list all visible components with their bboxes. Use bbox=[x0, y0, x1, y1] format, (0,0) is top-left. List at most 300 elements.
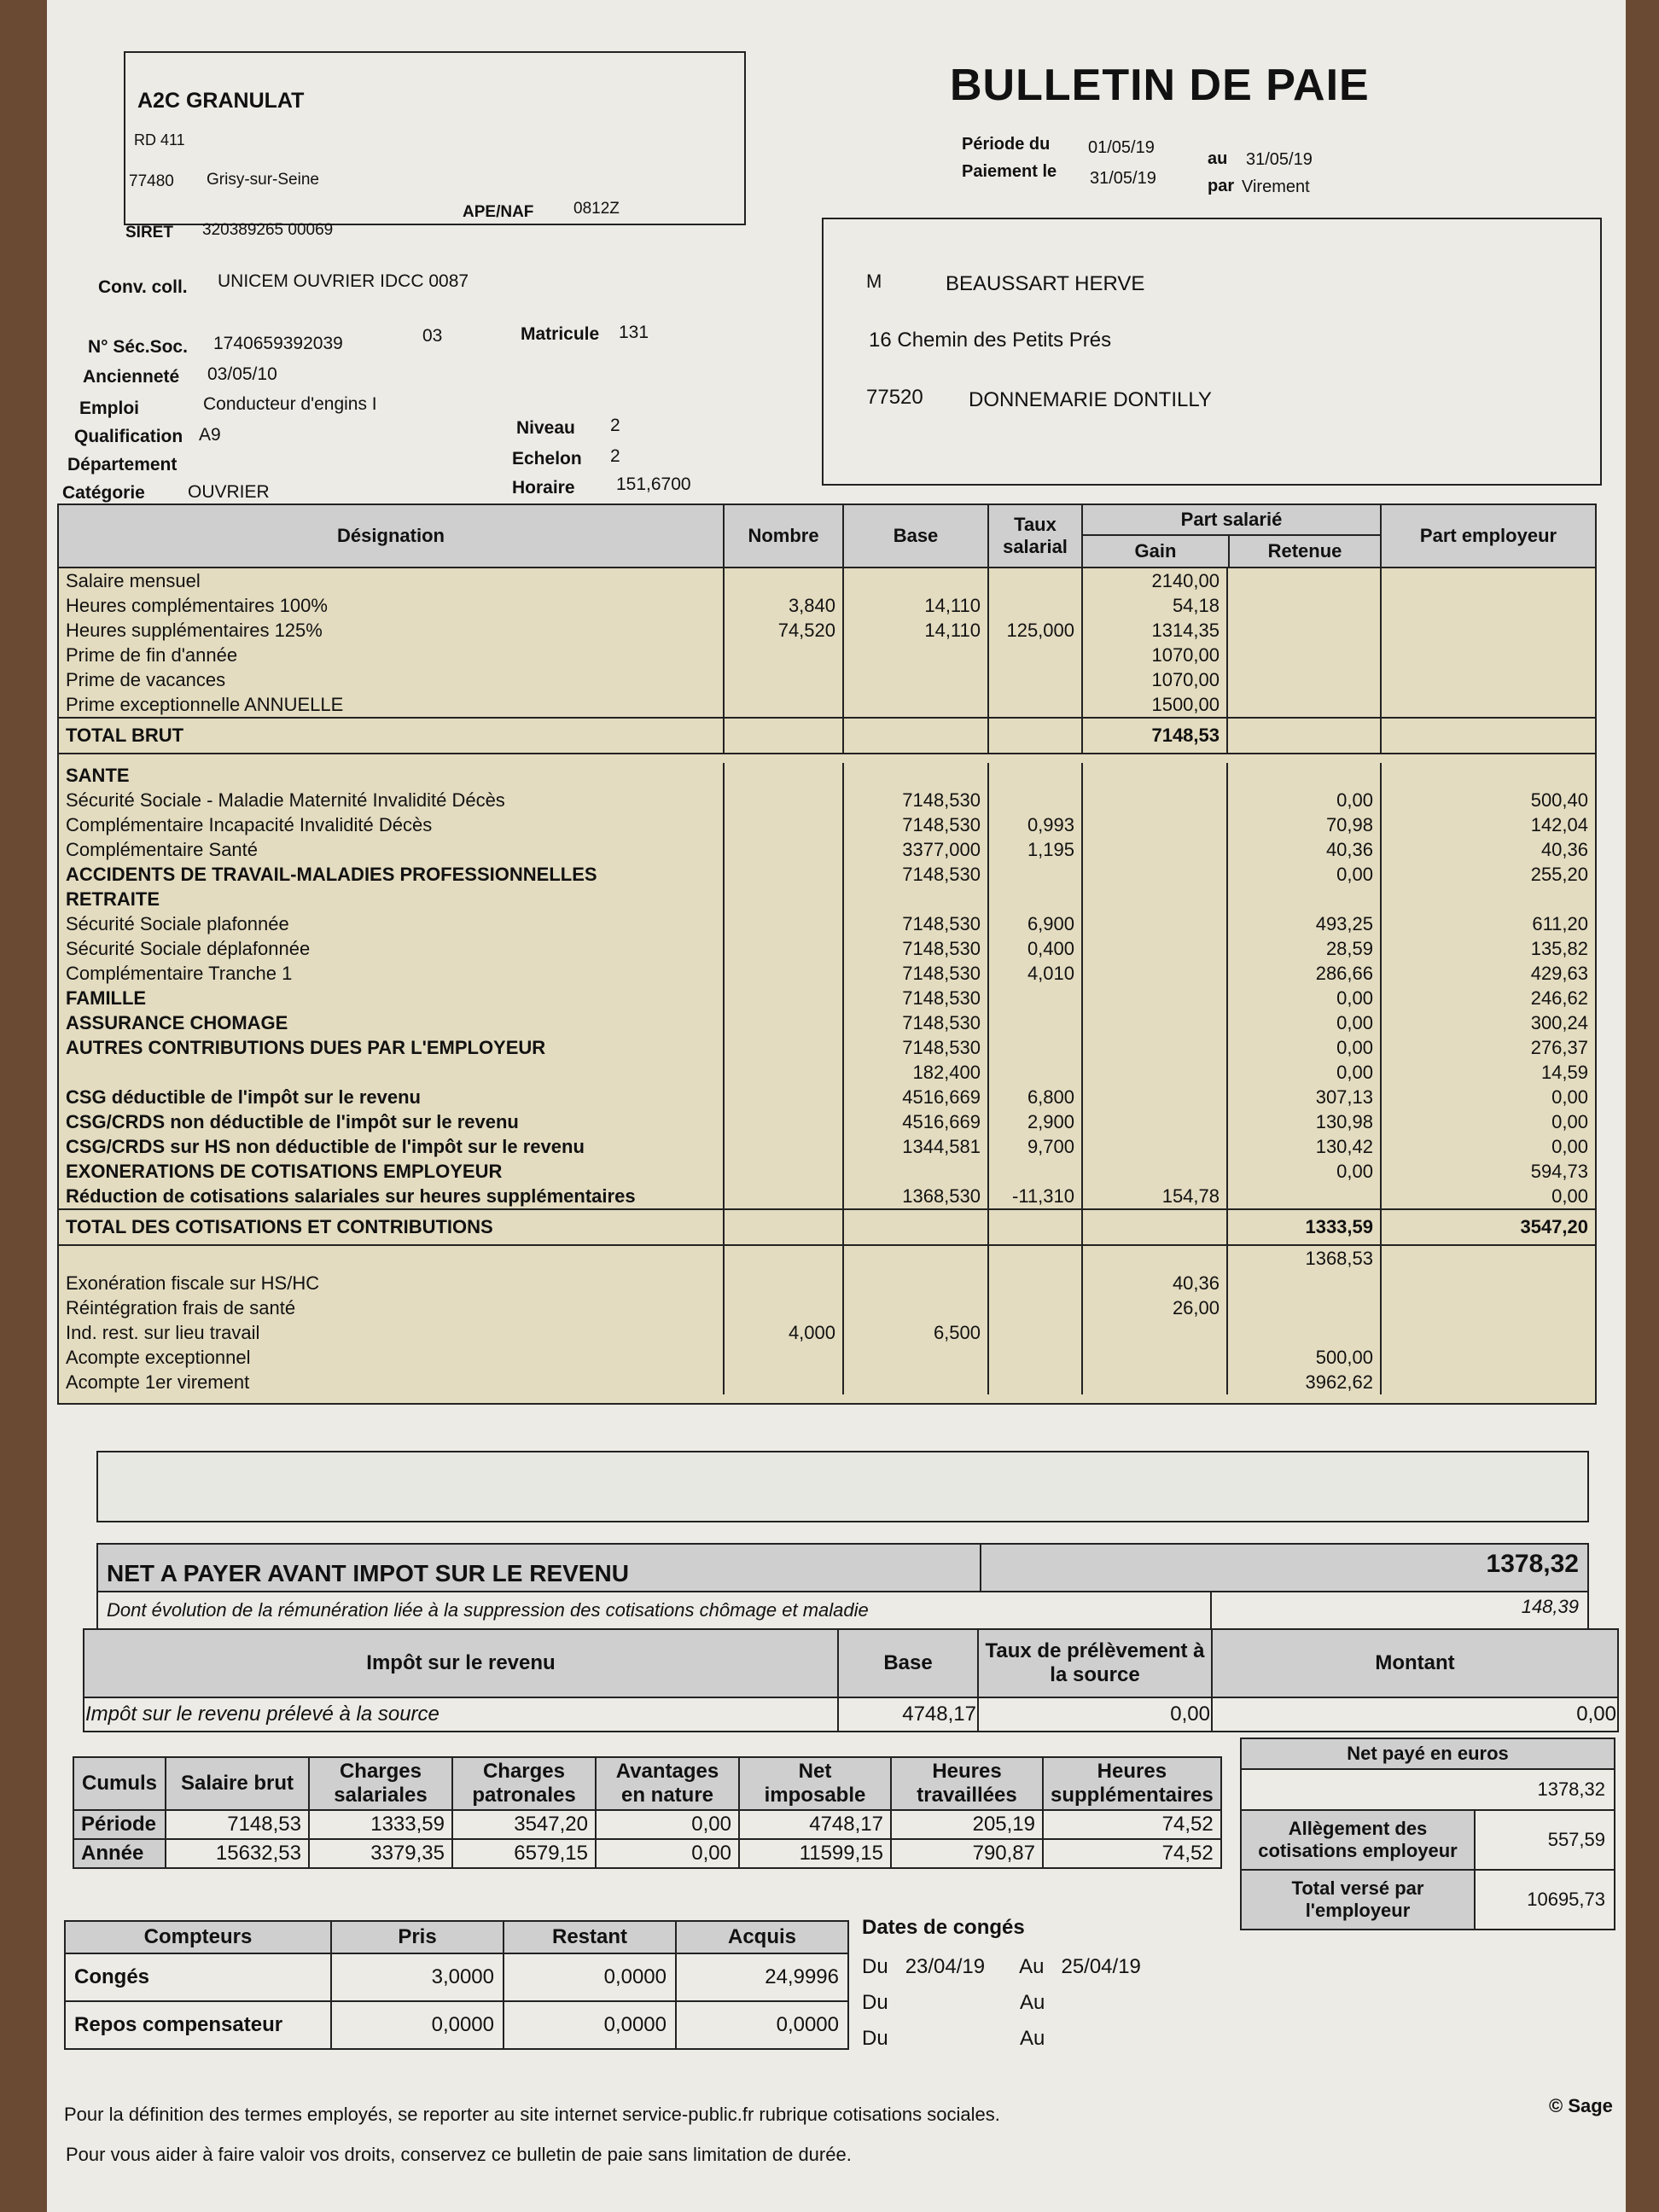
payslip-table bbox=[57, 504, 1597, 1405]
row-retenue: 40,36 bbox=[1228, 837, 1382, 862]
row-nombre bbox=[725, 788, 844, 812]
periode-from: 01/05/19 bbox=[1088, 138, 1155, 157]
row-gain bbox=[1083, 1085, 1228, 1109]
row-base bbox=[844, 643, 989, 667]
row-employeur: 255,20 bbox=[1530, 864, 1588, 885]
row-base bbox=[844, 1370, 989, 1394]
total-brut-value: 7148,53 bbox=[1083, 719, 1228, 753]
cotisation-row bbox=[59, 862, 1595, 887]
par-value: Virement bbox=[1242, 178, 1310, 196]
net-evolution-value: 148,39 bbox=[1521, 1596, 1579, 1617]
row-retenue: 0,00 bbox=[1228, 986, 1382, 1010]
row-taux bbox=[989, 763, 1083, 788]
row-base: 7148,530 bbox=[844, 961, 989, 986]
row-retenue bbox=[1228, 1320, 1382, 1345]
row-retenue bbox=[1228, 1295, 1382, 1320]
cotisation-row bbox=[59, 936, 1595, 961]
recipient-postal: 77520 bbox=[866, 386, 923, 409]
row-retenue: 0,00 bbox=[1228, 1060, 1382, 1085]
cotisation-row bbox=[59, 961, 1595, 986]
row-gain bbox=[1083, 1060, 1228, 1085]
cumuls-header bbox=[73, 1757, 1221, 1810]
row-gain: 1070,00 bbox=[1083, 643, 1228, 667]
conges-dates bbox=[862, 1916, 1141, 2051]
row-label: Ind. rest. sur lieu travail bbox=[59, 1320, 725, 1345]
anciennete-value: 03/05/10 bbox=[207, 364, 277, 384]
row-employeur: 14,59 bbox=[1540, 1062, 1588, 1083]
total-cotisations-employeur: 3547,20 bbox=[1520, 1216, 1588, 1237]
row-taux bbox=[989, 1159, 1083, 1184]
row-nombre bbox=[725, 911, 844, 936]
compteurs-col-header: Acquis bbox=[676, 1921, 848, 1953]
row-base: 14,110 bbox=[844, 593, 989, 618]
compteurs-cell: 3,0000 bbox=[331, 1953, 504, 2001]
recipient-civ: M bbox=[866, 271, 882, 292]
row-label: CSG/CRDS sur HS non déductible de l'impôt sur le revenu bbox=[59, 1134, 725, 1159]
compteurs-col-header: Pris bbox=[331, 1921, 504, 1953]
row-taux bbox=[989, 1320, 1083, 1345]
cumuls-cell: 4748,17 bbox=[739, 1810, 891, 1839]
cumuls-row bbox=[73, 1839, 1221, 1868]
cotisation-row bbox=[59, 1085, 1595, 1109]
row-nombre bbox=[725, 763, 844, 788]
header-retenue: Retenue bbox=[1267, 540, 1342, 562]
ape-value: 0812Z bbox=[573, 200, 620, 218]
row-label: CSG déductible de l'impôt sur le revenu bbox=[59, 1085, 725, 1109]
employer-name: A2C GRANULAT bbox=[137, 89, 305, 113]
cumuls-col-header: Heures travaillées bbox=[891, 1757, 1043, 1810]
row-taux: 2,900 bbox=[989, 1109, 1083, 1134]
cumuls-cell: 74,52 bbox=[1043, 1839, 1221, 1868]
row-taux: 6,900 bbox=[989, 911, 1083, 936]
cotisation-row bbox=[59, 788, 1595, 812]
row-gain bbox=[1083, 1134, 1228, 1159]
header-designation: Désignation bbox=[59, 505, 725, 567]
row-nombre: 3,840 bbox=[725, 593, 844, 618]
cotisation-row bbox=[59, 887, 1595, 911]
row-base bbox=[844, 887, 989, 911]
row-taux bbox=[989, 643, 1083, 667]
row-employeur: 142,04 bbox=[1530, 814, 1588, 835]
row-retenue bbox=[1228, 593, 1382, 618]
row-employeur bbox=[1382, 593, 1595, 618]
row-gain bbox=[1083, 1320, 1228, 1345]
row-employeur: 0,00 bbox=[1551, 1086, 1588, 1108]
row-taux: 125,000 bbox=[989, 618, 1083, 643]
row-gain: 2140,00 bbox=[1083, 568, 1228, 593]
row-employeur bbox=[1382, 692, 1595, 717]
compteurs-col-header: Restant bbox=[504, 1921, 676, 1953]
impot-taux-header: Taux de prélèvement à la source bbox=[978, 1629, 1212, 1697]
row-nombre bbox=[725, 1085, 844, 1109]
row-gain: 1500,00 bbox=[1083, 692, 1228, 717]
row-gain: 1314,35 bbox=[1083, 618, 1228, 643]
header-part-salarie-label: Part salarié bbox=[1083, 505, 1380, 536]
row-gain bbox=[1083, 1109, 1228, 1134]
row-nombre bbox=[725, 667, 844, 692]
row-taux bbox=[989, 1370, 1083, 1394]
row-label: Prime exceptionnelle ANNUELLE bbox=[59, 692, 725, 717]
impot-taux: 0,00 bbox=[978, 1697, 1212, 1732]
summary-box bbox=[1240, 1738, 1615, 1930]
impot-montant: 0,00 bbox=[1212, 1697, 1618, 1732]
row-retenue: 307,13 bbox=[1228, 1085, 1382, 1109]
row-employeur bbox=[1382, 1246, 1595, 1271]
row-nombre bbox=[725, 1010, 844, 1035]
echelon-value: 2 bbox=[610, 446, 620, 466]
qualif-label: Qualification bbox=[74, 427, 183, 446]
conges-from-1: 23/04/19 bbox=[905, 1955, 986, 1978]
row-nombre bbox=[725, 887, 844, 911]
row-employeur: 611,20 bbox=[1532, 913, 1588, 934]
row-employeur: 429,63 bbox=[1530, 963, 1588, 984]
net-value: 1378,32 bbox=[981, 1545, 1587, 1591]
niveau-label: Niveau bbox=[516, 418, 575, 438]
row-gain: 154,78 bbox=[1083, 1184, 1228, 1208]
other-lines-section bbox=[59, 1244, 1595, 1403]
categorie-label: Catégorie bbox=[62, 483, 145, 503]
cumuls-cell: 15632,53 bbox=[166, 1839, 309, 1868]
total-cotisations-retenue: 1333,59 bbox=[1228, 1210, 1382, 1244]
row-employeur bbox=[1382, 667, 1595, 692]
impot-base-header: Base bbox=[838, 1629, 978, 1697]
par-label: par bbox=[1208, 177, 1235, 195]
row-retenue: 286,66 bbox=[1228, 961, 1382, 986]
row-retenue: 28,59 bbox=[1228, 936, 1382, 961]
gain-row bbox=[59, 692, 1595, 717]
row-employeur bbox=[1382, 618, 1595, 643]
row-taux bbox=[989, 1246, 1083, 1271]
row-taux bbox=[989, 692, 1083, 717]
cotisation-row bbox=[59, 986, 1595, 1010]
row-employeur bbox=[1382, 887, 1595, 911]
row-taux: 4,010 bbox=[989, 961, 1083, 986]
other-row bbox=[59, 1295, 1595, 1320]
row-base: 7148,530 bbox=[844, 1010, 989, 1035]
emploi-value: Conducteur d'engins I bbox=[203, 394, 377, 414]
siret-label: SIRET bbox=[125, 224, 173, 242]
row-employeur: 0,00 bbox=[1551, 1185, 1588, 1207]
row-employeur: 135,82 bbox=[1530, 938, 1588, 959]
ape-label: APE/NAF bbox=[463, 203, 534, 221]
row-gain bbox=[1083, 1246, 1228, 1271]
row-nombre bbox=[725, 812, 844, 837]
row-gain bbox=[1083, 986, 1228, 1010]
row-nombre bbox=[725, 1271, 844, 1295]
row-base: 7148,530 bbox=[844, 862, 989, 887]
impot-header: Impôt sur le revenu bbox=[84, 1629, 838, 1697]
row-taux bbox=[989, 1271, 1083, 1295]
row-label: Réduction de cotisations salariales sur heures supplémentaires bbox=[59, 1184, 725, 1208]
row-employeur: 40,36 bbox=[1540, 839, 1588, 860]
row-employeur: 246,62 bbox=[1530, 987, 1588, 1009]
row-label: Sécurité Sociale - Maladie Maternité Invalidité Décès bbox=[59, 788, 725, 812]
allegement-value: 557,59 bbox=[1475, 1810, 1615, 1870]
cumuls-cell: 7148,53 bbox=[166, 1810, 309, 1839]
gain-row bbox=[59, 568, 1595, 593]
row-nombre bbox=[725, 862, 844, 887]
row-employeur bbox=[1382, 568, 1595, 593]
row-retenue: 0,00 bbox=[1228, 788, 1382, 812]
row-gain: 1070,00 bbox=[1083, 667, 1228, 692]
row-base: 3377,000 bbox=[844, 837, 989, 862]
emploi-label: Emploi bbox=[79, 399, 140, 418]
gain-row bbox=[59, 643, 1595, 667]
row-label: SANTE bbox=[59, 763, 725, 788]
row-base: 7148,530 bbox=[844, 812, 989, 837]
net-evolution-label: Dont évolution de la rémunération liée à la suppression des cotisations chômage et maladie bbox=[98, 1592, 1212, 1637]
conges-au-2: Au bbox=[1020, 1991, 1045, 2014]
niveau-value: 2 bbox=[610, 416, 620, 435]
row-employeur bbox=[1382, 1295, 1595, 1320]
row-retenue bbox=[1228, 763, 1382, 788]
cotisation-row bbox=[59, 763, 1595, 788]
cumuls-cell: 0,00 bbox=[596, 1839, 739, 1868]
row-gain bbox=[1083, 887, 1228, 911]
row-retenue: 500,00 bbox=[1228, 1345, 1382, 1370]
page-title: BULLETIN DE PAIE bbox=[950, 61, 1370, 110]
row-gain: 40,36 bbox=[1083, 1271, 1228, 1295]
row-nombre bbox=[725, 692, 844, 717]
impot-row-label: Impôt sur le revenu prélevé à la source bbox=[84, 1697, 838, 1732]
row-employeur bbox=[1382, 1320, 1595, 1345]
impot-montant-header: Montant bbox=[1212, 1629, 1618, 1697]
row-nombre bbox=[725, 643, 844, 667]
header-part-employeur: Part employeur bbox=[1419, 525, 1557, 546]
row-base: 1368,530 bbox=[844, 1184, 989, 1208]
employer-box bbox=[124, 51, 746, 242]
matricule-value: 131 bbox=[619, 323, 649, 342]
row-taux bbox=[989, 788, 1083, 812]
row-retenue bbox=[1228, 618, 1382, 643]
row-employeur bbox=[1382, 1370, 1595, 1394]
gain-row bbox=[59, 593, 1595, 618]
total-employeur-label: Total versé par l'employeur bbox=[1241, 1870, 1475, 1930]
row-base: 4516,669 bbox=[844, 1085, 989, 1109]
row-nombre bbox=[725, 1295, 844, 1320]
row-employeur bbox=[1382, 1271, 1595, 1295]
cumuls-cell: 74,52 bbox=[1043, 1810, 1221, 1839]
conv-value: UNICEM OUVRIER IDCC 0087 bbox=[218, 271, 469, 291]
row-base bbox=[844, 1295, 989, 1320]
paiement-label: Paiement le bbox=[962, 162, 1057, 181]
cumuls-table bbox=[73, 1756, 1222, 1869]
payslip-sheet bbox=[47, 0, 1626, 2212]
row-nombre bbox=[725, 1134, 844, 1159]
row-taux bbox=[989, 1035, 1083, 1060]
row-nombre bbox=[725, 1345, 844, 1370]
row-label: Heures supplémentaires 125% bbox=[59, 618, 725, 643]
row-retenue: 0,00 bbox=[1228, 1035, 1382, 1060]
cotisation-row bbox=[59, 1159, 1595, 1184]
net-euros-label: Net payé en euros bbox=[1241, 1738, 1615, 1769]
cumuls-col-header: Heures supplémentaires bbox=[1043, 1757, 1221, 1810]
other-row bbox=[59, 1370, 1595, 1394]
header-taux: Taux salarial bbox=[989, 505, 1083, 567]
allegement-label: Allègement des cotisations employeur bbox=[1241, 1810, 1475, 1870]
row-taux: -11,310 bbox=[989, 1184, 1083, 1208]
row-retenue bbox=[1228, 692, 1382, 717]
row-nombre bbox=[725, 1109, 844, 1134]
row-employeur: 594,73 bbox=[1530, 1161, 1588, 1182]
recipient-street: 16 Chemin des Petits Prés bbox=[869, 329, 1112, 352]
row-taux bbox=[989, 667, 1083, 692]
gain-row bbox=[59, 667, 1595, 692]
cotisation-row bbox=[59, 911, 1595, 936]
cumuls-col-header: Net imposable bbox=[739, 1757, 891, 1810]
cotisation-row bbox=[59, 1060, 1595, 1085]
net-label: NET A PAYER AVANT IMPOT SUR LE REVENU bbox=[98, 1545, 981, 1591]
row-label: Réintégration frais de santé bbox=[59, 1295, 725, 1320]
row-nombre bbox=[725, 936, 844, 961]
net-box bbox=[96, 1543, 1589, 1640]
siret-value: 320389265 00069 bbox=[202, 221, 334, 239]
row-retenue bbox=[1228, 1271, 1382, 1295]
cumuls-cell: 205,19 bbox=[891, 1810, 1043, 1839]
qualif-value: A9 bbox=[199, 425, 221, 445]
cumuls-cell: 11599,15 bbox=[739, 1839, 891, 1868]
cotisation-row bbox=[59, 1010, 1595, 1035]
secu-key: 03 bbox=[422, 326, 443, 346]
other-row bbox=[59, 1246, 1595, 1271]
row-label: Salaire mensuel bbox=[59, 568, 725, 593]
cotisation-row bbox=[59, 812, 1595, 837]
row-nombre: 4,000 bbox=[725, 1320, 844, 1345]
row-label: Acompte exceptionnel bbox=[59, 1345, 725, 1370]
row-gain bbox=[1083, 1370, 1228, 1394]
conges-title: Dates de congés bbox=[862, 1916, 1025, 1939]
gain-row bbox=[59, 618, 1595, 643]
compteurs-cell: Repos compensateur bbox=[65, 2001, 331, 2049]
row-nombre bbox=[725, 568, 844, 593]
row-taux: 9,700 bbox=[989, 1134, 1083, 1159]
row-retenue: 1368,53 bbox=[1228, 1246, 1382, 1271]
row-nombre bbox=[725, 837, 844, 862]
row-base bbox=[844, 667, 989, 692]
row-retenue bbox=[1228, 887, 1382, 911]
table-header bbox=[59, 505, 1595, 568]
cumuls-col-header: Charges patronales bbox=[452, 1757, 596, 1810]
row-retenue: 0,00 bbox=[1228, 1010, 1382, 1035]
employer-address: RD 411 bbox=[134, 131, 185, 148]
impot-base: 4748,17 bbox=[838, 1697, 978, 1732]
row-taux bbox=[989, 862, 1083, 887]
row-label: AUTRES CONTRIBUTIONS DUES PAR L'EMPLOYEUR bbox=[59, 1035, 725, 1060]
row-taux bbox=[989, 986, 1083, 1010]
cumuls-cell: 3379,35 bbox=[309, 1839, 452, 1868]
footer-line-2: Pour vous aider à faire valoir vos droits, conservez ce bulletin de paie sans limitation de durée. bbox=[66, 2144, 852, 2165]
row-base bbox=[844, 568, 989, 593]
row-label: Sécurité Sociale plafonnée bbox=[59, 911, 725, 936]
total-brut-row bbox=[59, 717, 1595, 753]
impot-box bbox=[83, 1628, 1619, 1732]
row-retenue: 130,42 bbox=[1228, 1134, 1382, 1159]
other-row bbox=[59, 1345, 1595, 1370]
sage-brand: © Sage bbox=[1549, 2095, 1613, 2116]
row-gain: 54,18 bbox=[1083, 593, 1228, 618]
row-taux bbox=[989, 887, 1083, 911]
conges-au-3: Au bbox=[1020, 2027, 1045, 2050]
row-base: 6,500 bbox=[844, 1320, 989, 1345]
cumuls-cell: 6579,15 bbox=[452, 1839, 596, 1868]
row-nombre bbox=[725, 1159, 844, 1184]
row-label: Complémentaire Santé bbox=[59, 837, 725, 862]
row-base: 7148,530 bbox=[844, 936, 989, 961]
row-label: ACCIDENTS DE TRAVAIL-MALADIES PROFESSIONNELLES bbox=[59, 862, 725, 887]
compteurs-header bbox=[65, 1921, 848, 1953]
compteurs-cell: Congés bbox=[65, 1953, 331, 2001]
row-retenue bbox=[1228, 1184, 1382, 1208]
row-base: 7148,530 bbox=[844, 986, 989, 1010]
row-gain bbox=[1083, 1345, 1228, 1370]
recipient-city: DONNEMARIE DONTILLY bbox=[969, 388, 1212, 411]
row-gain bbox=[1083, 812, 1228, 837]
row-retenue: 0,00 bbox=[1228, 862, 1382, 887]
total-cotisations-row bbox=[59, 1208, 1595, 1244]
row-taux: 0,400 bbox=[989, 936, 1083, 961]
row-retenue: 493,25 bbox=[1228, 911, 1382, 936]
row-base: 7148,530 bbox=[844, 788, 989, 812]
cumuls-cell: 1333,59 bbox=[309, 1810, 452, 1839]
row-gain bbox=[1083, 788, 1228, 812]
departement-label: Département bbox=[67, 455, 178, 474]
cumuls-col-header: Charges salariales bbox=[309, 1757, 452, 1810]
row-taux: 1,195 bbox=[989, 837, 1083, 862]
row-retenue bbox=[1228, 667, 1382, 692]
row-gain bbox=[1083, 936, 1228, 961]
total-employeur-value: 10695,73 bbox=[1475, 1870, 1615, 1930]
cumuls-cell: 0,00 bbox=[596, 1810, 739, 1839]
row-label: CSG/CRDS non déductible de l'impôt sur le revenu bbox=[59, 1109, 725, 1134]
row-gain bbox=[1083, 1035, 1228, 1060]
row-nombre bbox=[725, 1370, 844, 1394]
row-taux bbox=[989, 1060, 1083, 1085]
blank-box bbox=[96, 1451, 1589, 1522]
row-taux bbox=[989, 1295, 1083, 1320]
row-nombre bbox=[725, 961, 844, 986]
row-label: Exonération fiscale sur HS/HC bbox=[59, 1271, 725, 1295]
secu-value: 1740659392039 bbox=[213, 334, 343, 353]
row-base bbox=[844, 692, 989, 717]
anciennete-label: Ancienneté bbox=[83, 367, 180, 387]
row-employeur: 500,40 bbox=[1530, 789, 1588, 811]
paiement-date: 31/05/19 bbox=[1090, 169, 1156, 188]
conges-du-1: Du bbox=[862, 1955, 888, 1978]
conv-label: Conv. coll. bbox=[98, 277, 188, 297]
periode-label: Période du bbox=[962, 135, 1051, 154]
conges-du-2: Du bbox=[862, 1991, 888, 2014]
row-taux bbox=[989, 593, 1083, 618]
row-label: FAMILLE bbox=[59, 986, 725, 1010]
row-base bbox=[844, 763, 989, 788]
header-part-salarie bbox=[1083, 505, 1382, 567]
row-retenue: 3962,62 bbox=[1228, 1370, 1382, 1394]
horaire-value: 151,6700 bbox=[616, 474, 691, 494]
row-taux: 6,800 bbox=[989, 1085, 1083, 1109]
gains-section bbox=[59, 568, 1595, 717]
row-employeur: 276,37 bbox=[1530, 1037, 1588, 1058]
row-gain bbox=[1083, 1010, 1228, 1035]
row-employeur: 300,24 bbox=[1530, 1012, 1588, 1033]
row-retenue: 130,98 bbox=[1228, 1109, 1382, 1134]
row-label: Complémentaire Tranche 1 bbox=[59, 961, 725, 986]
row-gain bbox=[1083, 961, 1228, 986]
row-taux bbox=[989, 568, 1083, 593]
row-label: EXONERATIONS DE COTISATIONS EMPLOYEUR bbox=[59, 1159, 725, 1184]
row-label: Prime de fin d'année bbox=[59, 643, 725, 667]
row-employeur: 0,00 bbox=[1551, 1136, 1588, 1157]
cumuls-cell: 3547,20 bbox=[452, 1810, 596, 1839]
